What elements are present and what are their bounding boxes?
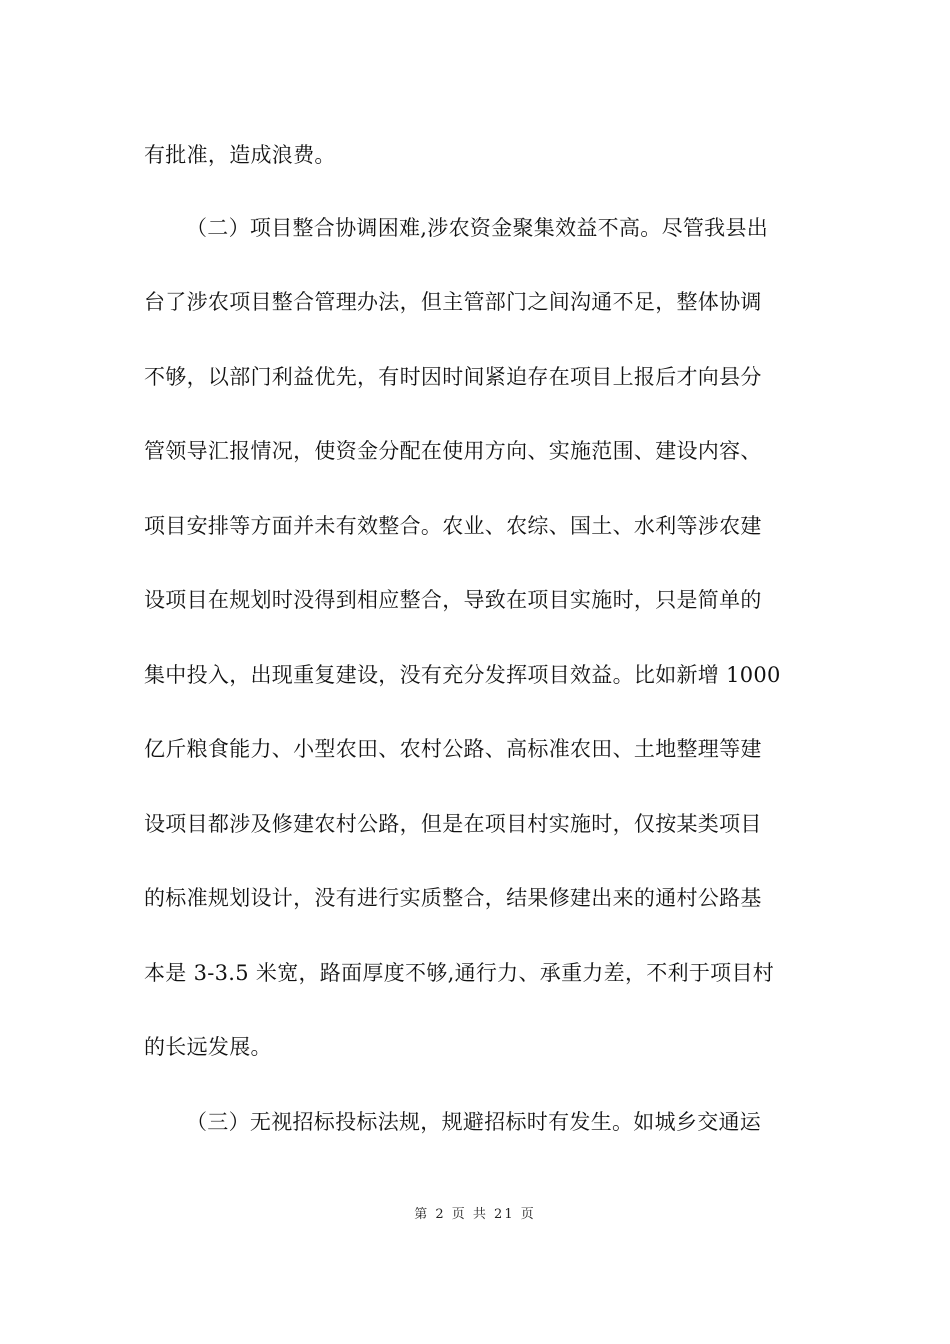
text-line: 亿斤粮食能力、小型农田、农村公路、高标准农田、土地整理等建 (144, 737, 762, 761)
page-number-footer: 第 2 页 共 21 页 (414, 1207, 536, 1222)
text-line: 不够，以部门利益优先，有时因时间紧迫存在项目上报后才向县分 (144, 365, 762, 389)
text-line: 的长远发展。 (144, 1035, 272, 1059)
text-line: 设项目都涉及修建农村公路，但是在项目村实施时，仅按某类项目 (144, 812, 762, 836)
text-line: 设项目在规划时没得到相应整合，导致在项目实施时，只是简单的 (144, 588, 762, 612)
section-heading-line: （三）无视招标投标法规，规避招标时有发生。如城乡交通运 (186, 1110, 762, 1134)
text-line: 的标准规划设计，没有进行实质整合，结果修建出来的通村公路基 (144, 886, 762, 910)
text-line: 管领导汇报情况，使资金分配在使用方向、实施范围、建设内容、 (144, 439, 762, 463)
text-line: 集中投入，出现重复建设，没有充分发挥项目效益。比如新增 1000 (144, 663, 781, 687)
text-line: 本是 3-3.5 米宽，路面厚度不够,通行力、承重力差，不利于项目村 (144, 961, 775, 985)
section-heading-line: （二）项目整合协调困难,涉农资金聚集效益不高。尽管我县出 (186, 216, 769, 240)
text-line: 项目安排等方面并未有效整合。农业、农综、国土、水利等涉农建 (144, 514, 762, 538)
text-line: 有批准，造成浪费。 (144, 143, 336, 167)
text-line: 台了涉农项目整合管理办法，但主管部门之间沟通不足，整体协调 (144, 290, 762, 314)
